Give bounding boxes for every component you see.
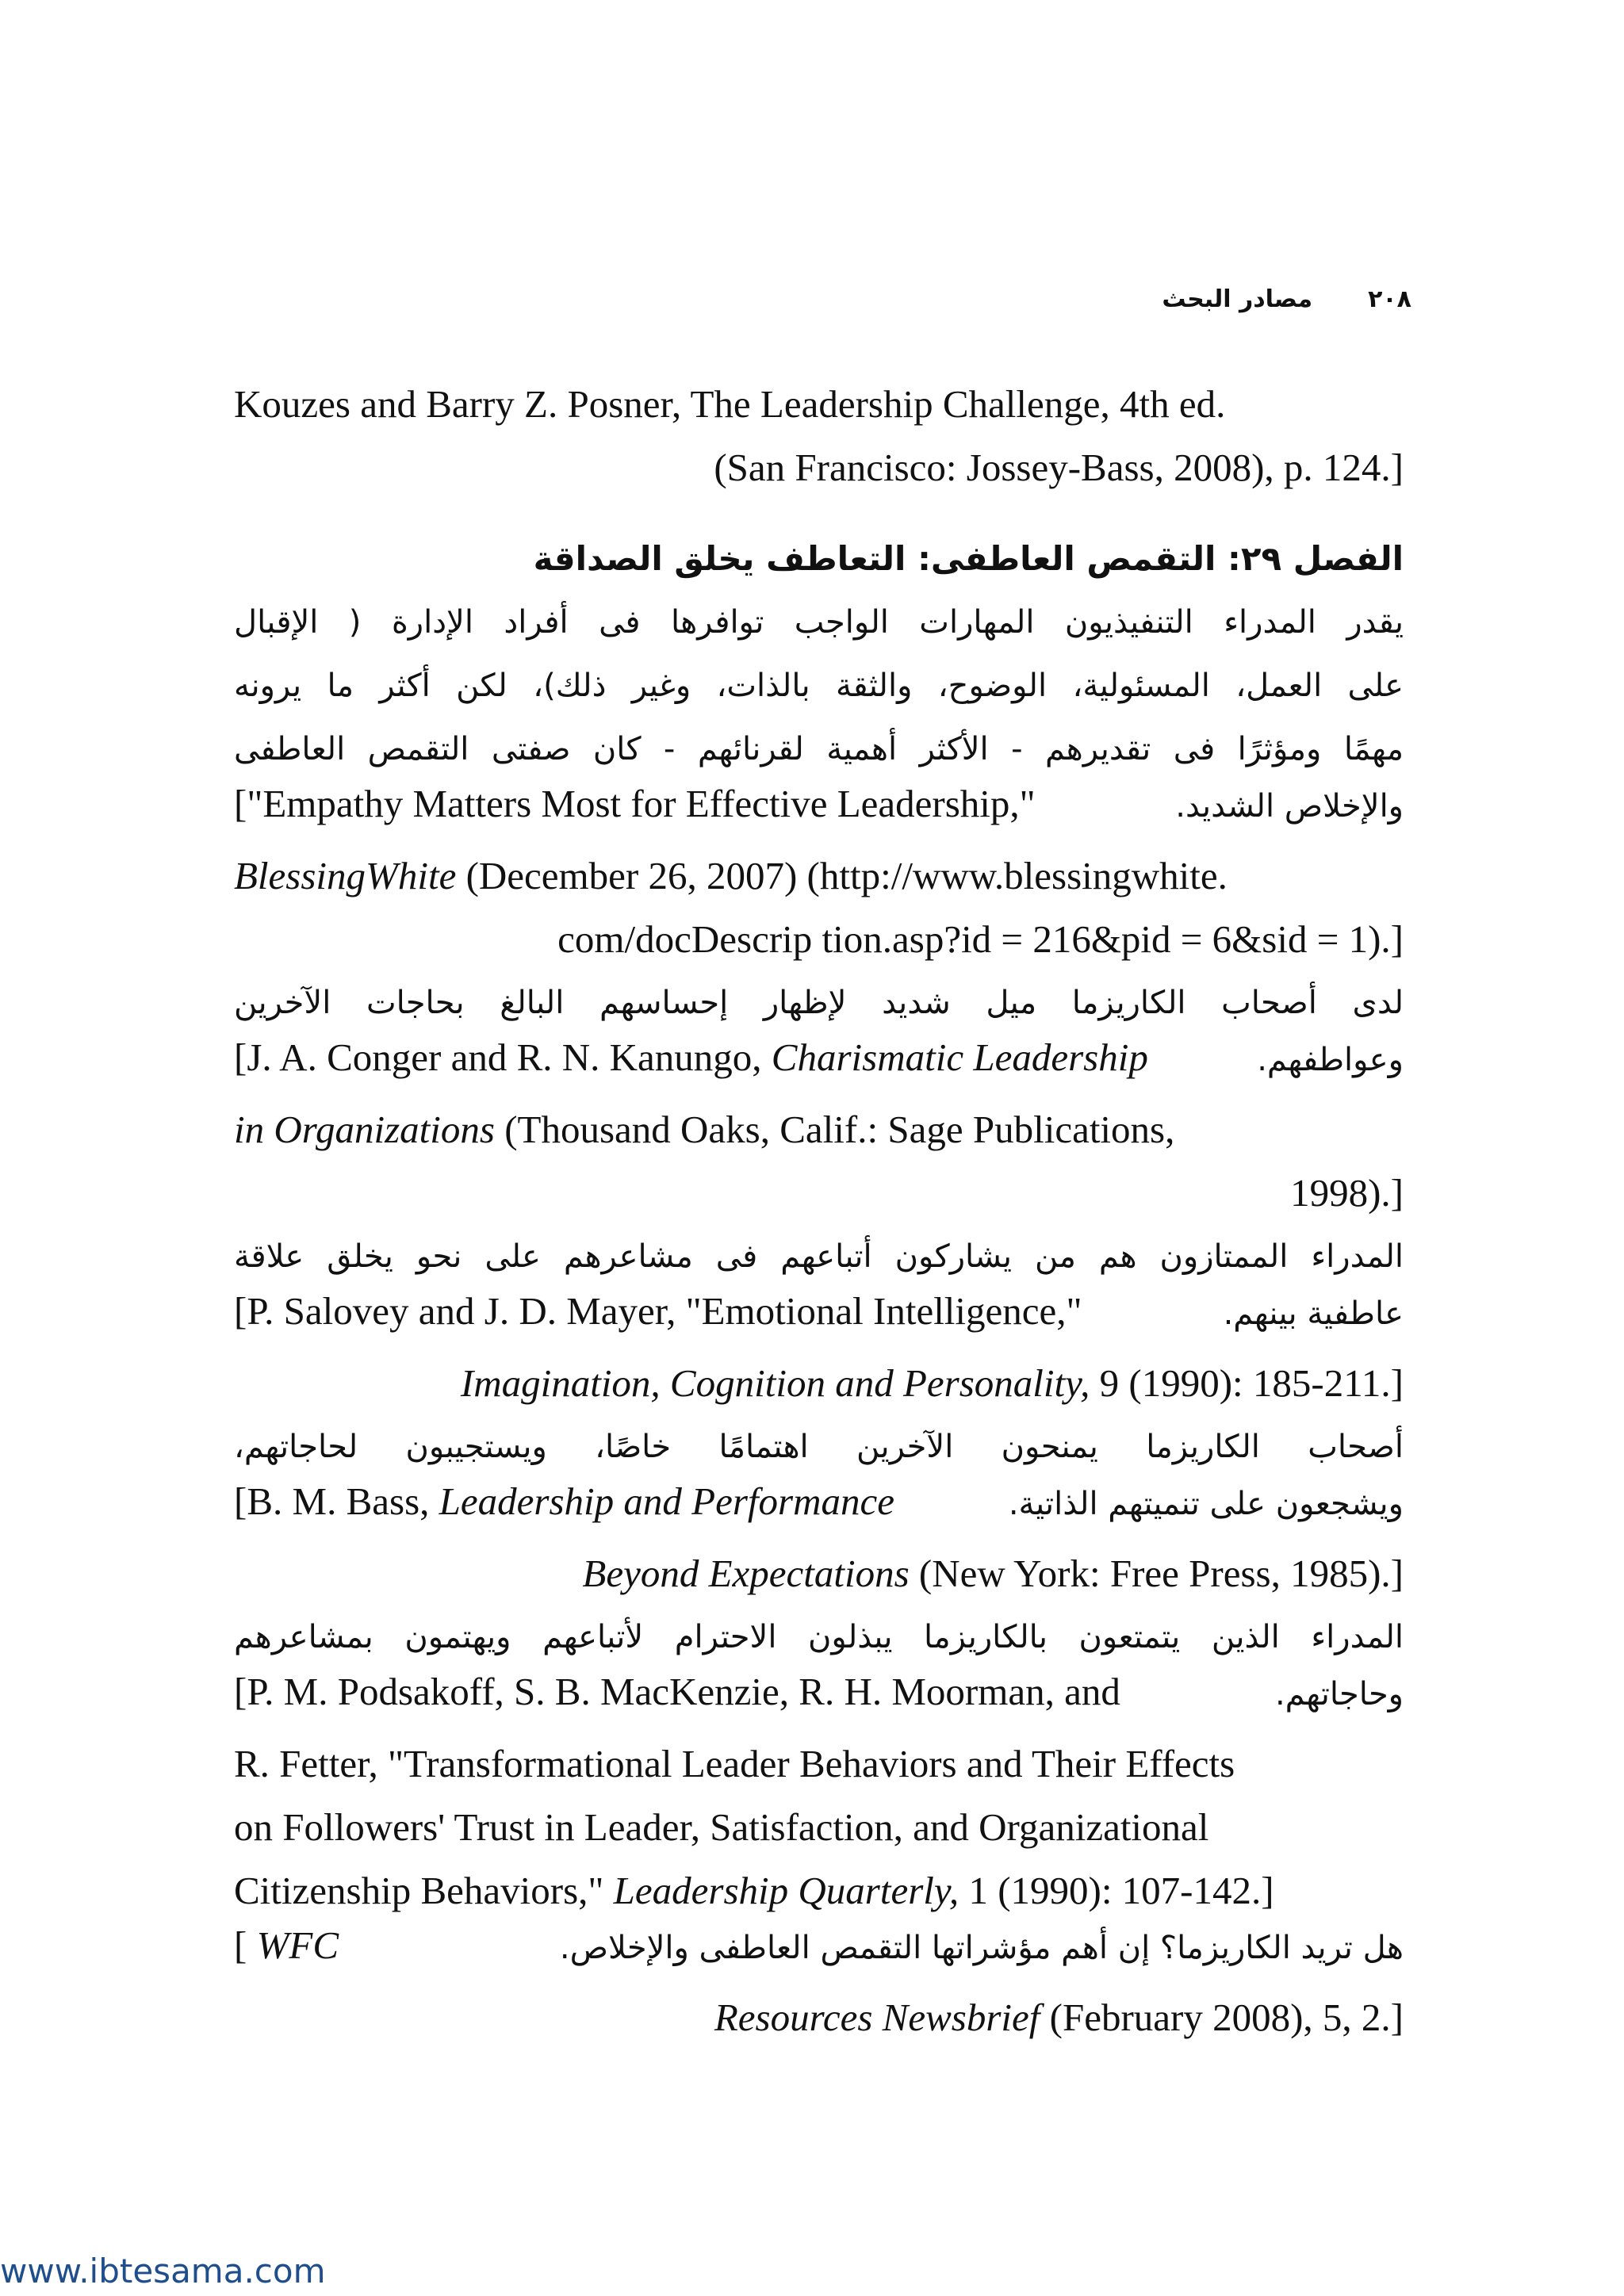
reference-text: [P. Salovey and J. D. Mayer, "Emotional Intelligence,": [234, 1289, 1082, 1333]
reference-line: in Organizations (Thousand Oaks, Calif.: Sage Publications,: [234, 1108, 1175, 1151]
arabic-text: ويشجعون على تنميتهم الذاتية.: [1008, 1486, 1404, 1522]
chapter-title: الفصل ٢٩: التقمص العاطفى: التعاطف يخلق الصداقة: [533, 539, 1404, 578]
arabic-line: لدى أصحاب الكاريزما ميل شديد لإظهار إحساسهم البالغ بحاجات الآخرين: [234, 985, 1404, 1021]
mixed-line: [234, 781, 1404, 826]
reference-line: Citizenship Behaviors," Leadership Quarterly, 1 (1990): 107-142.]: [234, 1869, 1274, 1912]
mixed-line: [234, 1923, 1404, 1968]
mixed-line: [234, 1479, 1404, 1524]
reference-line: Resources Newsbrief (February 2008), 5, 2.]: [714, 1996, 1404, 2039]
reference-line: 1998).]: [1290, 1171, 1404, 1215]
page-number: ٢٠٨: [1368, 285, 1411, 313]
reference-line: on Followers' Trust in Leader, Satisfaction, and Organizational: [234, 1805, 1209, 1849]
arabic-line: أصحاب الكاريزما يمنحون الآخرين اهتمامًا خاصًا، ويستجيبون لحاجاتهم،: [234, 1429, 1404, 1465]
arabic-text: وعواطفهم.: [1257, 1042, 1404, 1078]
reference-line: Imagination, Cognition and Personality, 9 (1990): 185-211.]: [460, 1361, 1404, 1405]
mixed-line: [234, 1035, 1404, 1080]
arabic-line: مهمًا ومؤثرًا فى تقديرهم - الأكثر أهمية لقرنائهم - كان صفتى التقمص العاطفى: [234, 731, 1404, 767]
reference-line: Beyond Expectations (New York: Free Press, 1985).]: [582, 1552, 1404, 1595]
reference-text: [P. M. Podsakoff, S. B. MacKenzie, R. H. Moorman, and: [234, 1670, 1120, 1713]
reference-line: BlessingWhite (December 26, 2007) (http://www.blessingwhite.: [234, 854, 1228, 897]
reference-line: (San Francisco: Jossey-Bass, 2008), p. 124.]: [714, 446, 1404, 489]
arabic-line: المدراء الممتازون هم من يشاركون أتباعهم فى مشاعرهم على نحو يخلق علاقة: [234, 1238, 1404, 1275]
arabic-text: عاطفية بينهم.: [1223, 1295, 1404, 1332]
reference-line: R. Fetter, "Transformational Leader Behaviors and Their Effects: [234, 1742, 1235, 1785]
watermark-url: www.ibtesama.com: [0, 2252, 326, 2290]
running-title: مصادر البحث: [1162, 285, 1313, 313]
arabic-text: هل تريد الكاريزما؟ إن أهم مؤشراتها التقمص العاطفى والإخلاص.: [559, 1930, 1404, 1966]
running-header: [1078, 285, 1411, 313]
arabic-text: وحاجاتهم.: [1274, 1676, 1404, 1712]
arabic-line: المدراء الذين يتمتعون بالكاريزما يبذلون الاحترام لأتباعهم ويهتمون بمشاعرهم: [234, 1619, 1404, 1655]
arabic-line: يقدر المدراء التنفيذيون المهارات الواجب توافرها فى أفراد الإدارة ( الإقبال: [234, 604, 1404, 641]
mixed-line: [234, 1288, 1404, 1334]
reference-text: [ WFC: [234, 1923, 339, 1967]
mixed-line: [234, 1669, 1404, 1714]
arabic-line: على العمل، المسئولية، الوضوح، والثقة بالذات، وغير ذلك)، لكن أكثر ما يرونه: [234, 668, 1404, 704]
reference-text: ["Empathy Matters Most for Effective Leadership,": [234, 782, 1036, 825]
reference-line: Kouzes and Barry Z. Posner, The Leadership Challenge, 4th ed.: [234, 382, 1226, 426]
arabic-text: والإخلاص الشديد.: [1175, 788, 1404, 825]
reference-line: com/docDescrip tion.asp?id = 216&pid = 6&sid = 1).]: [557, 917, 1404, 961]
reference-text: [B. M. Bass, Leadership and Performance: [234, 1479, 894, 1523]
reference-text: [J. A. Conger and R. N. Kanungo, Charismatic Leadership: [234, 1035, 1148, 1079]
